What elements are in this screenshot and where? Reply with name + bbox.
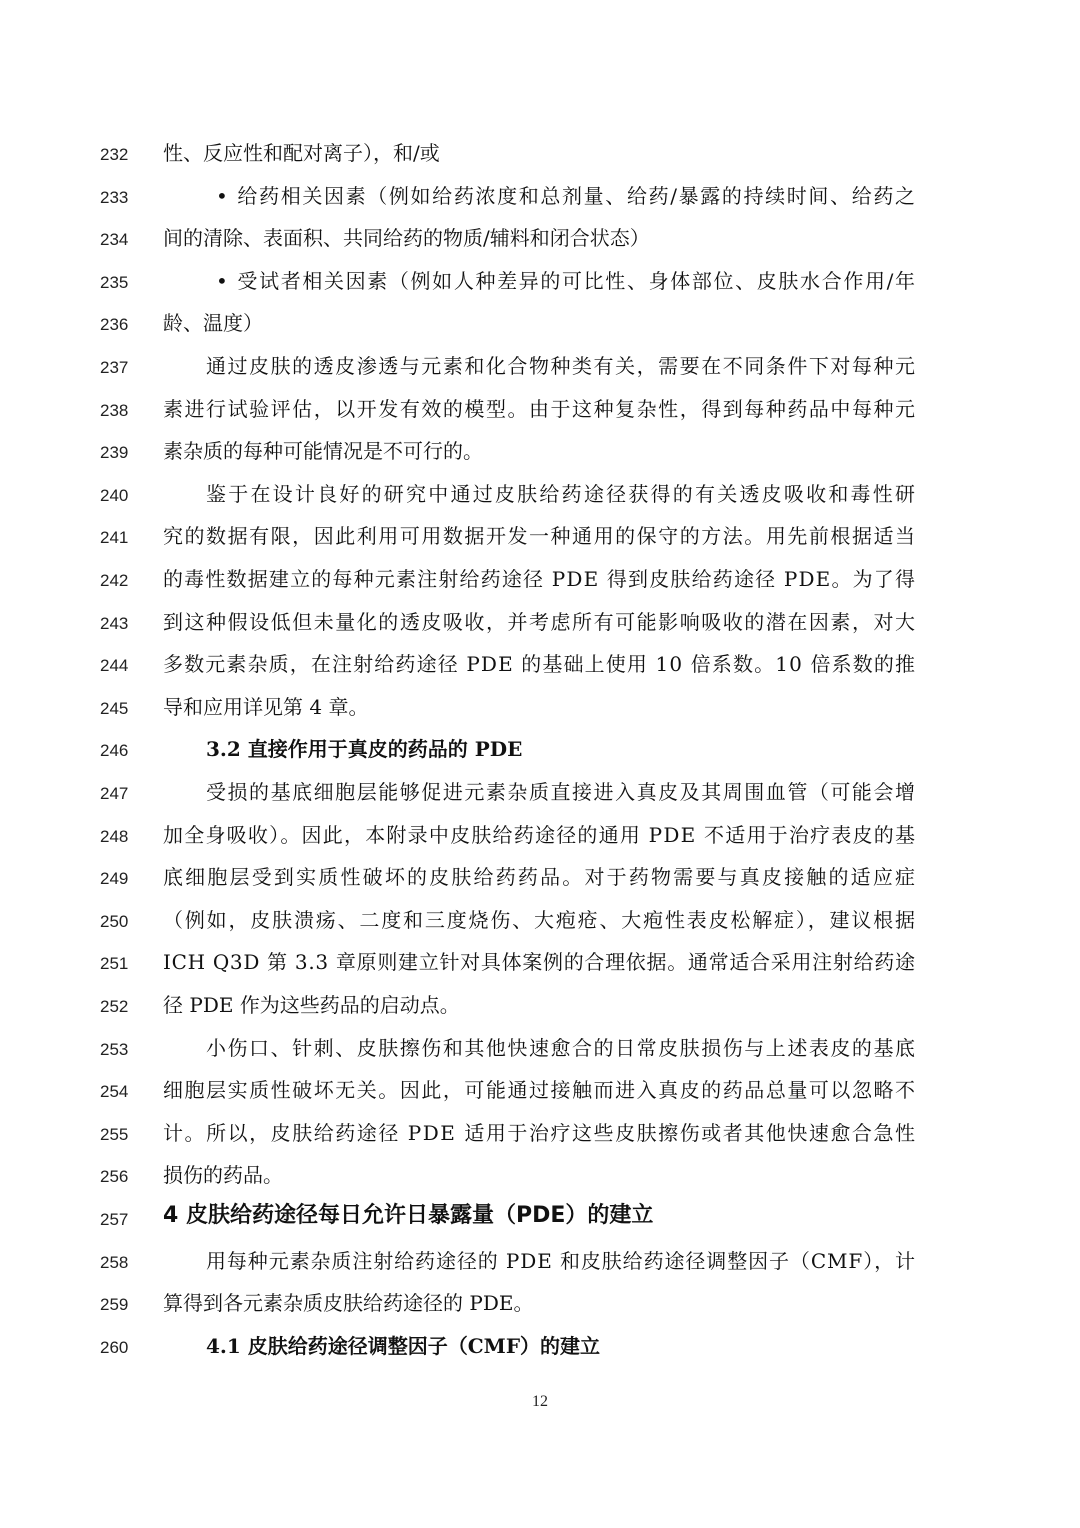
- line-text: 究的数据有限，因此利用可用数据开发一种通用的保守的方法。用先前根据适当: [163, 524, 917, 549]
- document-line: [0, 136, 1080, 178]
- line-number: 258: [100, 1252, 129, 1272]
- line-text: 计。所以，皮肤给药途径 PDE 适用于治疗这些皮肤擦伤或者其他快速愈合急性: [163, 1120, 917, 1145]
- line-number: 241: [100, 528, 129, 548]
- line-number: 260: [100, 1337, 129, 1357]
- line-number: 255: [100, 1124, 129, 1144]
- line-number: 253: [100, 1039, 129, 1059]
- line-number: 239: [100, 443, 129, 463]
- line-number: 251: [100, 954, 129, 974]
- line-text: 径 PDE 作为这些药品的启动点。: [163, 993, 460, 1017]
- line-text: 用每种元素杂质注射给药途径的 PDE 和皮肤给药途径调整因子（CMF），计: [206, 1248, 916, 1273]
- document-line: [0, 860, 1080, 902]
- document-line: [0, 1201, 1080, 1243]
- line-number: 232: [100, 145, 129, 164]
- document-line: [0, 690, 1080, 732]
- line-number: 252: [100, 997, 129, 1016]
- line-number: 238: [100, 400, 129, 420]
- line-text: 细胞层实质性破坏无关。因此，可能通过接触而进入真皮的药品总量可以忽略不: [163, 1078, 917, 1103]
- document-line: [0, 179, 1080, 221]
- document-line: [0, 647, 1080, 689]
- subsection-heading: 4.1 皮肤给药途径调整因子（CMF）的建立: [206, 1333, 601, 1358]
- line-number: 243: [100, 613, 129, 633]
- line-text: • 给药相关因素（例如给药浓度和总剂量、给药/暴露的持续时间、给药之: [216, 183, 917, 208]
- subsection-heading: 3.2 直接作用于真皮的药品的 PDE: [206, 737, 523, 762]
- line-text: 龄、温度）: [163, 311, 263, 336]
- line-number: 234: [100, 230, 129, 250]
- line-text: 素进行试验评估，以开发有效的模型。由于这种复杂性，得到每种药品中每种元: [163, 396, 917, 421]
- line-text: 小伤口、针刺、皮肤擦伤和其他快速愈合的日常皮肤损伤与上述表皮的基底: [206, 1035, 917, 1060]
- document-line: [0, 988, 1080, 1030]
- document-line: [0, 264, 1080, 306]
- line-text: 加全身吸收）。因此，本附录中皮肤给药途径的通用 PDE 不适用于治疗表皮的基: [163, 822, 917, 847]
- document-line: [0, 434, 1080, 476]
- document-line: [0, 1329, 1080, 1371]
- line-text: • 受试者相关因素（例如人种差异的可比性、身体部位、皮肤水合作用/年: [216, 268, 917, 293]
- line-number: 233: [100, 187, 129, 207]
- document-line: [0, 1073, 1080, 1115]
- line-text: 底细胞层受到实质性破坏的皮肤给药药品。对于药物需要与真皮接触的适应症: [163, 865, 918, 890]
- line-number: 254: [100, 1082, 129, 1102]
- line-number: 242: [100, 571, 129, 590]
- line-text: 算得到各元素杂质皮肤给药途径的 PDE。: [163, 1291, 534, 1316]
- line-number: 237: [100, 358, 129, 377]
- line-text: 导和应用详见第 4 章。: [163, 694, 369, 719]
- line-text: 性、反应性和配对离子），和/或: [163, 141, 440, 165]
- line-text: ICH Q3D 第 3.3 章原则建立针对具体案例的合理依据。通常适合采用注射给药途: [163, 950, 916, 975]
- document-line: [0, 306, 1080, 348]
- document-line: [0, 519, 1080, 561]
- line-text: 鉴于在设计良好的研究中通过皮肤给药途径获得的有关透皮吸收和毒性研: [206, 481, 918, 506]
- line-number: 259: [100, 1295, 129, 1315]
- line-number: 235: [100, 272, 129, 292]
- document-line: [0, 775, 1080, 817]
- document-line: [0, 945, 1080, 987]
- document-line: [0, 221, 1080, 263]
- line-text: 间的清除、表面积、共同给药的物质/辅料和闭合状态）: [163, 226, 650, 251]
- line-number: 236: [100, 315, 129, 335]
- line-text: 的毒性数据建立的每种元素注射给药途径 PDE 得到皮肤给药途径 PDE。为了得: [163, 567, 917, 591]
- line-number: 250: [100, 911, 129, 931]
- line-number: 240: [100, 485, 129, 505]
- page-number: 12: [532, 1393, 548, 1410]
- line-text: 受损的基底细胞层能够促进元素杂质直接进入真皮及其周围血管（可能会增: [206, 780, 917, 804]
- line-text: 多数元素杂质，在注射给药途径 PDE 的基础上使用 10 倍系数。10 倍系数的推: [163, 652, 917, 677]
- line-number: 256: [100, 1167, 129, 1187]
- line-text: 通过皮肤的透皮渗透与元素和化合物种类有关，需要在不同条件下对每种元: [206, 354, 917, 378]
- document-line: [0, 1286, 1080, 1328]
- document-line: [0, 392, 1080, 434]
- document-line: [0, 605, 1080, 647]
- document-line: [0, 349, 1080, 391]
- document-line: [0, 732, 1080, 774]
- document-line: [0, 903, 1080, 945]
- document-line: [0, 562, 1080, 604]
- document-line: [0, 1244, 1080, 1286]
- document-line: [0, 1158, 1080, 1200]
- line-number: 247: [100, 784, 129, 803]
- section-heading: 4 皮肤给药途径每日允许日暴露量（PDE）的建立: [163, 1203, 654, 1228]
- line-number: 257: [100, 1210, 129, 1229]
- document-line: [0, 1031, 1080, 1073]
- line-number: 244: [100, 656, 129, 676]
- line-text: 损伤的药品。: [163, 1163, 283, 1188]
- document-line: [0, 477, 1080, 519]
- document-line: [0, 818, 1080, 860]
- line-text: 到这种假设低但未量化的透皮吸收，并考虑所有可能影响吸收的潜在因素，对大: [163, 609, 917, 634]
- line-text: （例如，皮肤溃疡、二度和三度烧伤、大疱疮、大疱性表皮松解症），建议根据: [163, 907, 917, 932]
- line-number: 246: [100, 741, 129, 761]
- line-text: 素杂质的每种可能情况是不可行的。: [163, 439, 483, 464]
- document-line: [0, 1116, 1080, 1158]
- line-number: 245: [100, 698, 129, 718]
- line-number: 249: [100, 869, 129, 889]
- line-number: 248: [100, 826, 129, 846]
